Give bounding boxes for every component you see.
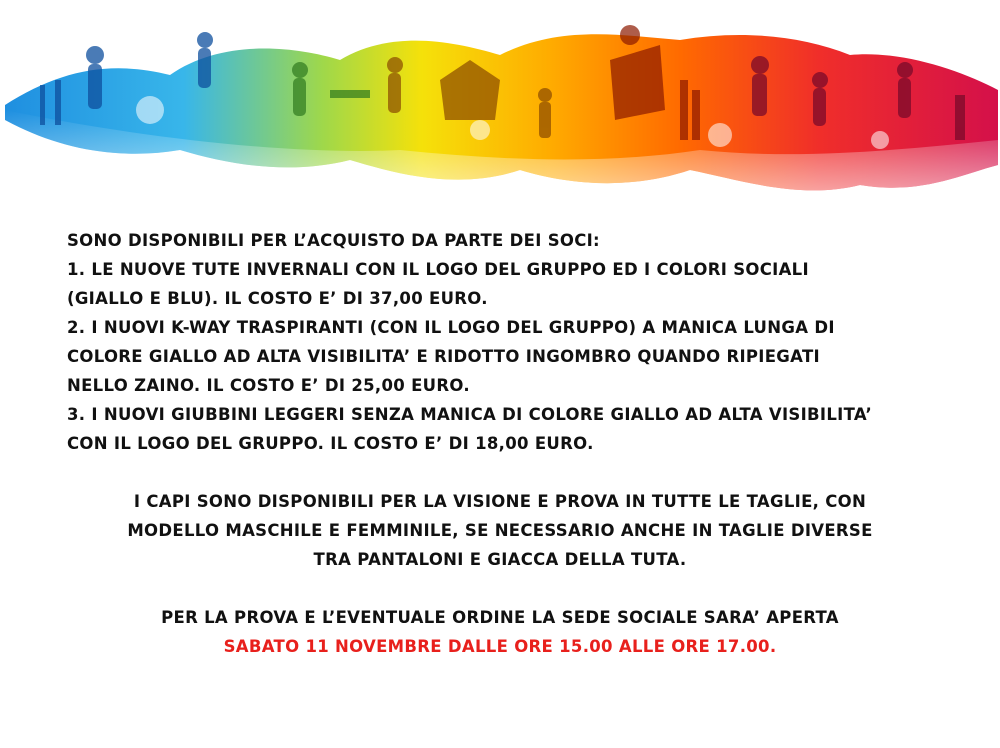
info-line: TRA PANTALONI E GIACCA DELLA TUTA. <box>313 550 687 569</box>
product-line: (GIALLO E BLU). IL COSTO E’ DI 37,00 EURO. <box>67 289 488 308</box>
announcement <box>0 226 1000 661</box>
availability-info <box>0 487 1000 574</box>
schedule-date-highlight: SABATO 11 NOVEMBRE DALLE ORE 15.00 ALLE ORE 17.00. <box>223 637 777 656</box>
product-line: 2. I NUOVI K-WAY TRASPIRANTI (CON IL LOGO DEL GRUPPO) A MANICA LUNGA DI <box>67 318 835 337</box>
sports-banner-image <box>0 0 1000 215</box>
product-line: 1. LE NUOVE TUTE INVERNALI CON IL LOGO DEL GRUPPO ED I COLORI SOCIALI <box>67 260 809 279</box>
product-line: COLORE GIALLO AD ALTA VISIBILITA’ E RIDOTTO INGOMBRO QUANDO RIPIEGATI <box>67 347 820 366</box>
info-line: MODELLO MASCHILE E FEMMINILE, SE NECESSARIO ANCHE IN TAGLIE DIVERSE <box>127 521 873 540</box>
schedule-line: PER LA PROVA E L’EVENTUALE ORDINE LA SEDE SOCIALE SARA’ APERTA <box>161 608 839 627</box>
info-line: I CAPI SONO DISPONIBILI PER LA VISIONE E PROVA IN TUTTE LE TAGLIE, CON <box>133 492 867 511</box>
product-line: 3. I NUOVI GIUBBINI LEGGERI SENZA MANICA DI COLORE GIALLO AD ALTA VISIBILITA’ <box>67 405 873 424</box>
product-list <box>67 226 967 458</box>
intro-heading: SONO DISPONIBILI PER L’ACQUISTO DA PARTE DEI SOCI: <box>67 231 600 250</box>
schedule-info <box>0 603 1000 661</box>
product-line: CON IL LOGO DEL GRUPPO. IL COSTO E’ DI 18,00 EURO. <box>67 434 594 453</box>
product-line: NELLO ZAINO. IL COSTO E’ DI 25,00 EURO. <box>67 376 470 395</box>
